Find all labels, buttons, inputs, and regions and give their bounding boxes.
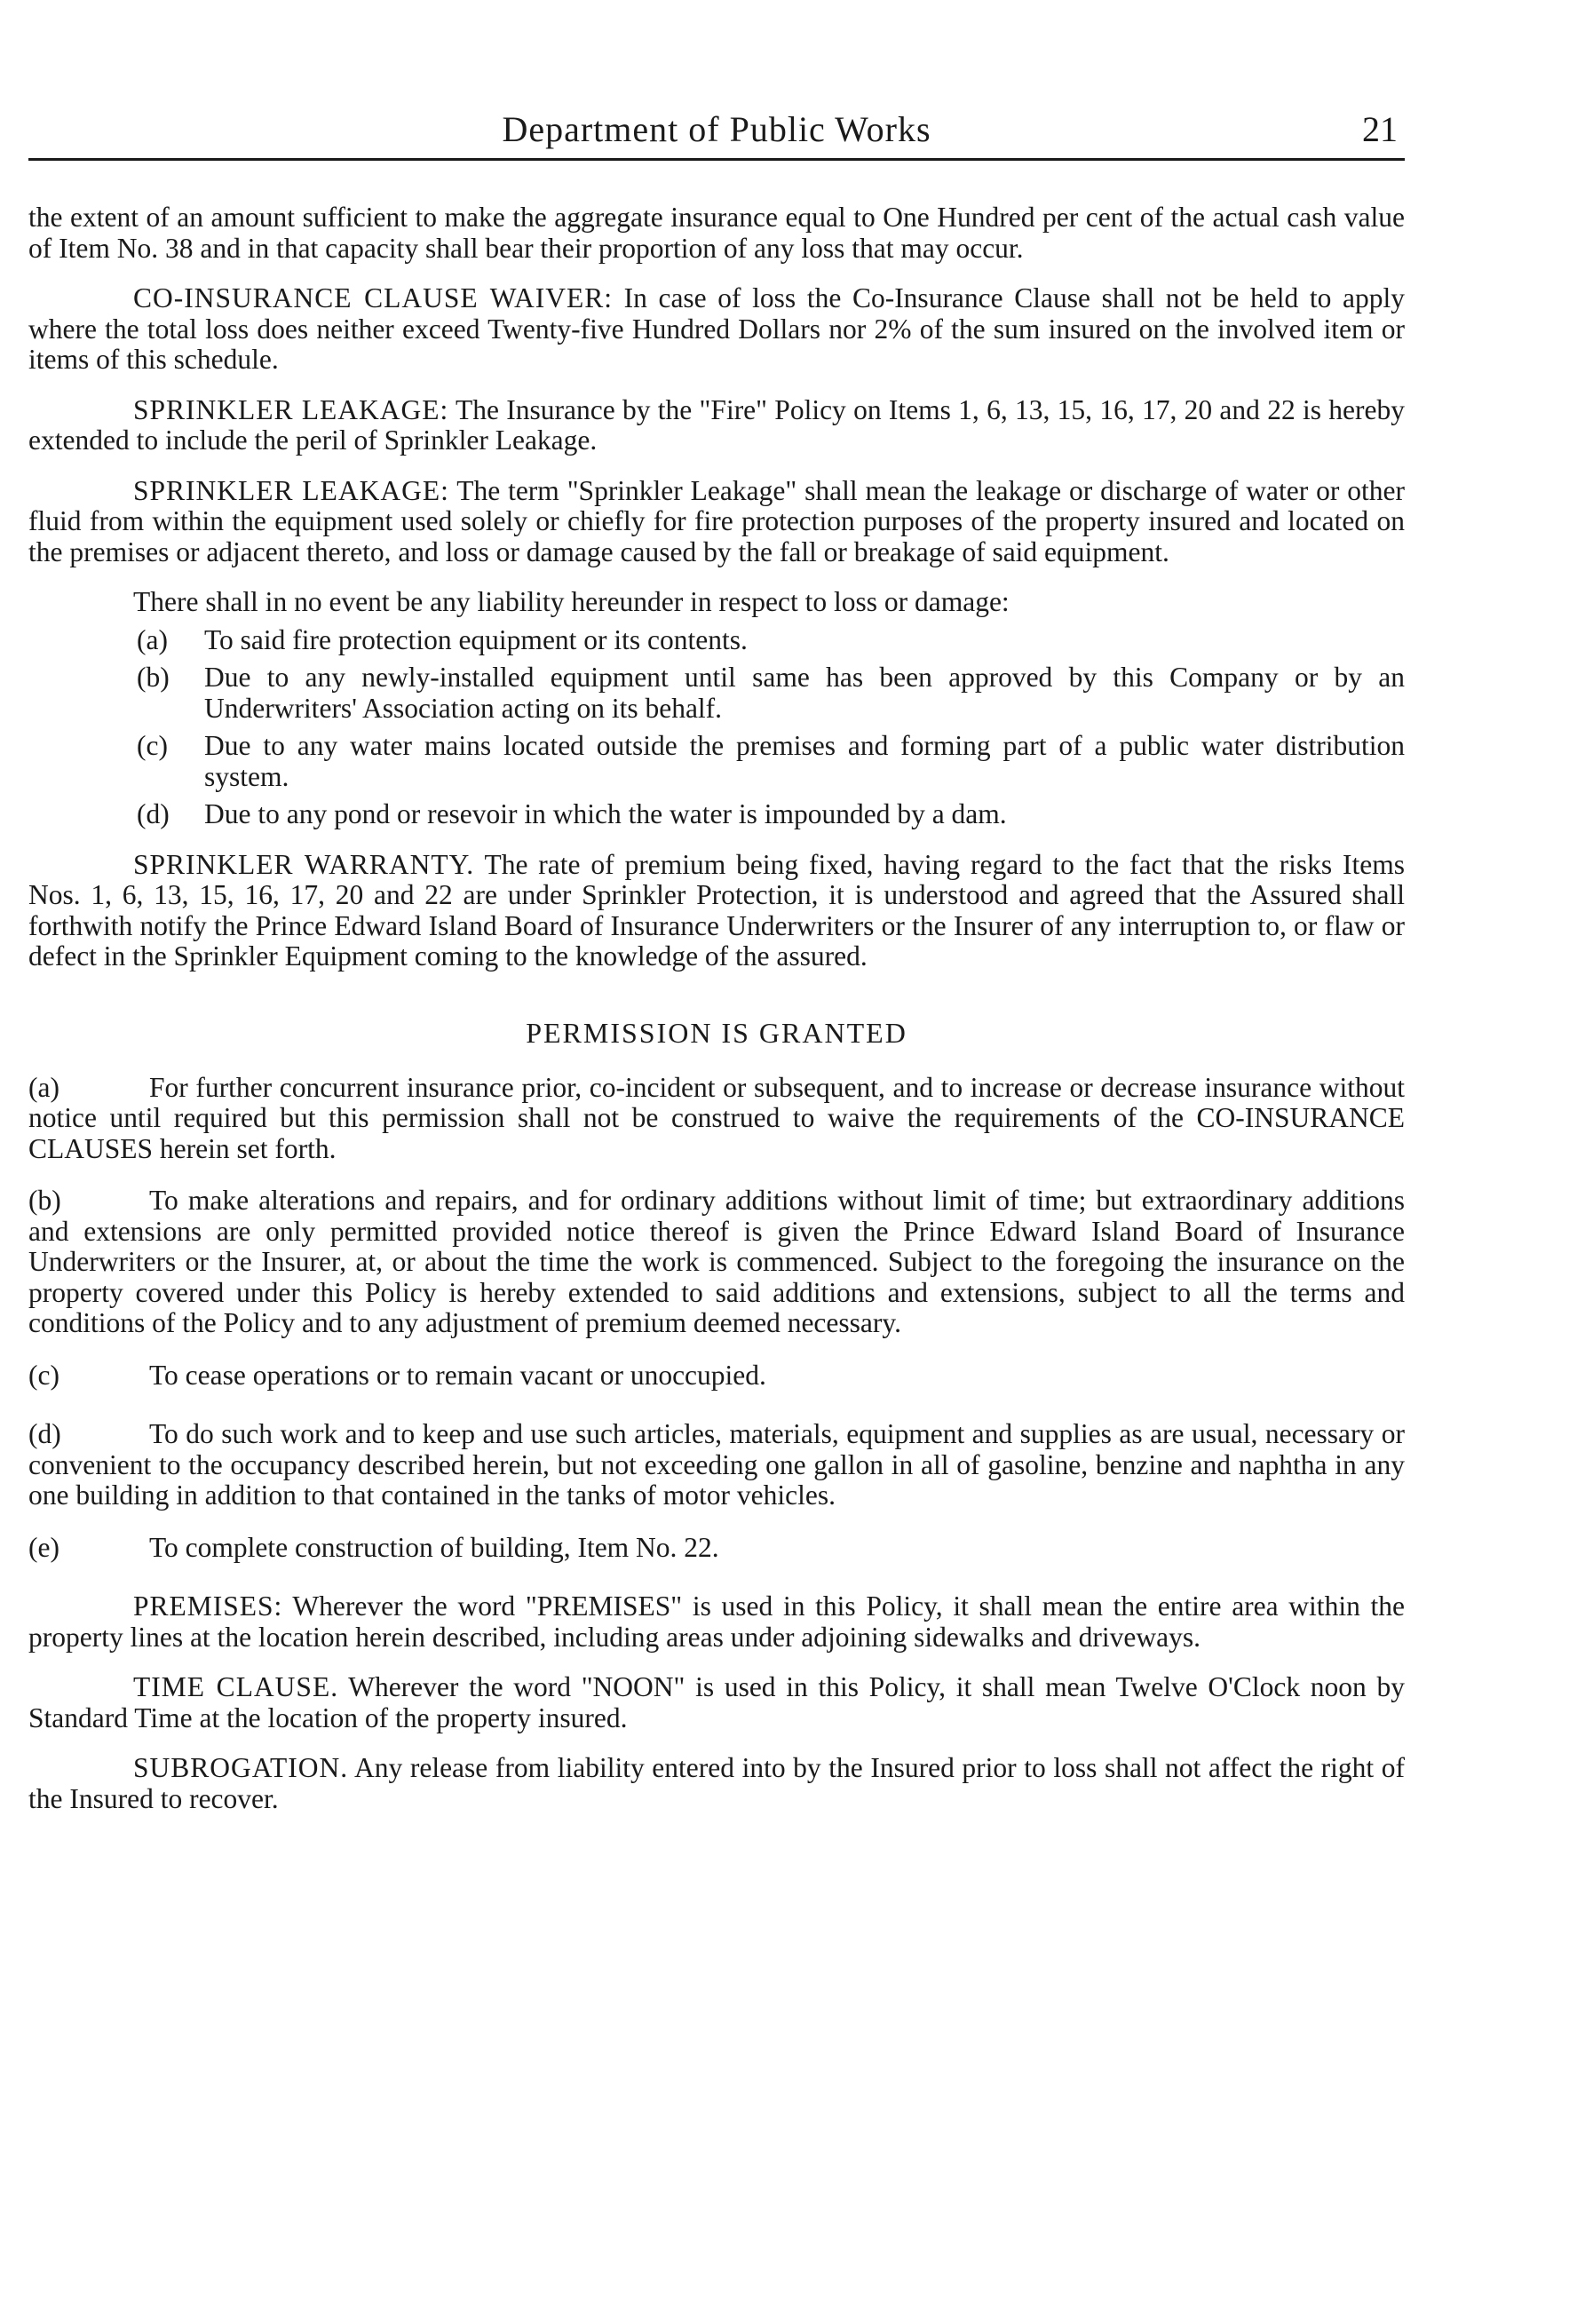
list-item-text: Due to any pond or resevoir in which the water is impounded by a dam. — [204, 798, 1007, 829]
list-item-text: Due to any newly-installed equipment until same has been approved by this Company or by an Underwriters' Association acting on its behalf. — [204, 662, 1405, 724]
clause-title: SUBROGATION. — [133, 1752, 349, 1783]
paragraph-sprinkler-leakage-1 — [28, 395, 1405, 456]
clause-text: Wherever the word "PREMISES" is used in this Policy, it shall mean the entire area within the property lines at the location herein described, including areas under adjoining sidewalks and driveways. — [28, 1590, 1405, 1653]
list-item-label: (c) — [137, 730, 168, 761]
permission-label: (a) — [28, 1071, 59, 1103]
permission-item — [28, 1360, 1405, 1392]
permission-item — [28, 1533, 1405, 1564]
list-item — [137, 731, 1405, 792]
liability-list — [137, 625, 1405, 830]
clause-text: The rate of premium being fixed, having regard to the fact that the risks Items Nos. 1, 6, 13, 15, 16, 17, 20 and 22 are under Sprinkler Protection, it is understood and agreed that the Assured shall forthwith notify the Prince Edward Island Board of Insurance Underwriters or the Insurer of any interruption to, or flaw or defect in the Sprinkler Equipment coming to the knowledge of the assured. — [28, 848, 1405, 972]
permission-item — [28, 1073, 1405, 1165]
clause-text: The Insurance by the "Fire" Policy on Items 1, 6, 13, 15, 16, 17, 20 and 22 is hereby extended to include the peril of Sprinkler Leakage. — [28, 393, 1405, 456]
clause-title: PREMISES: — [133, 1590, 283, 1622]
permission-text: To make alterations and repairs, and for ordinary additions without limit of time; but extraordinary additions and extensions are only permitted provided notice thereof is given the Prince Edward Island Board of Insurance Underwriters or the Insurer, at, or about the time the work is commenced. Subject to the foregoing the insurance on the property covered under this Policy is hereby extended to said additions and extensions, subject to all the terms and conditions of the Policy and to any adjustment of premium deemed necessary. — [28, 1185, 1405, 1338]
clause-title: SPRINKLER LEAKAGE: — [133, 393, 449, 425]
list-item — [137, 799, 1405, 830]
paragraph-sprinkler-warranty — [28, 850, 1405, 972]
paragraph-time-clause — [28, 1672, 1405, 1733]
page-title: Department of Public Works — [502, 109, 931, 149]
permission-text: To cease operations or to remain vacant or unoccupied. — [149, 1359, 766, 1391]
page-header — [28, 105, 1405, 161]
clause-title: TIME CLAUSE. — [133, 1671, 339, 1702]
permission-item — [28, 1186, 1405, 1339]
permission-text: To do such work and to keep and use such articles, materials, equipment and supplies as are usual, necessary or convenient to the occupancy described herein, but not exceeding one gallon in all of gasoline, benzine and naphtha in any one building in addition to that contained in the tanks of motor vehicles. — [28, 1418, 1405, 1511]
list-item-label: (d) — [137, 798, 170, 829]
list-item-label: (b) — [137, 662, 170, 693]
section-heading-permission: PERMISSION IS GRANTED — [526, 1016, 907, 1049]
clause-text: The term "Sprinkler Leakage" shall mean the leakage or discharge of water or other fluid from within the equipment used solely or chiefly for fire protection purposes of the property insured and located on the premises or adjacent thereto, and loss or damage caused by the fall or breakage of said equipment. — [28, 474, 1405, 567]
clause-title: SPRINKLER LEAKAGE: — [133, 474, 449, 506]
permission-label: (b) — [28, 1185, 61, 1216]
permission-label: (d) — [28, 1418, 61, 1449]
list-item — [137, 662, 1405, 724]
list-item-label: (a) — [137, 623, 168, 655]
list-item-text: Due to any water mains located outside the premises and forming part of a public water distribution system. — [204, 730, 1405, 792]
page-number: 21 — [1362, 109, 1398, 149]
permission-item — [28, 1419, 1405, 1511]
paragraph-sprinkler-leakage-2 — [28, 476, 1405, 568]
clause-text: Wherever the word "NOON" is used in this Policy, it shall mean Twelve O'Clock noon by Standard Time at the location of the property insured. — [28, 1671, 1405, 1733]
liability-intro: There shall in no event be any liability hereunder in respect to loss or damage: — [133, 586, 1010, 617]
paragraph-coinsurance-waiver — [28, 283, 1405, 376]
paragraph-subrogation — [28, 1753, 1405, 1814]
paragraph-premises — [28, 1591, 1405, 1653]
paragraph-continuation: the extent of an amount sufficient to make the aggregate insurance equal to One Hundred per cent of the actual cash value of Item No. 38 and in that capacity shall bear their proportion of any loss that may occur. — [28, 202, 1405, 264]
list-item-text: To said fire protection equipment or its contents. — [204, 623, 748, 655]
permission-text: For further concurrent insurance prior, co-incident or subsequent, and to increase or decrease insurance without notice until required but this permission shall not be construed to waive the requirements of the CO-INSURANCE CLAUSES herein set forth. — [28, 1071, 1405, 1164]
clause-text: Any release from liability entered into by the Insured prior to loss shall not affect the right of the Insured to recover. — [28, 1752, 1405, 1814]
clause-title: SPRINKLER WARRANTY. — [133, 848, 475, 880]
permission-label: (e) — [28, 1531, 59, 1563]
list-item — [137, 625, 1405, 656]
clause-text: In case of loss the Co-Insurance Clause shall not be held to apply where the total loss does neither exceed Twenty-five Hundred Dollars nor 2% of the sum insured on the involved item or items of this schedule. — [28, 282, 1405, 375]
permission-label: (c) — [28, 1359, 59, 1391]
clause-title: CO-INSURANCE CLAUSE WAIVER: — [133, 282, 613, 313]
permission-text: To complete construction of building, Item No. 22. — [149, 1531, 719, 1563]
body-text — [28, 202, 1405, 1834]
